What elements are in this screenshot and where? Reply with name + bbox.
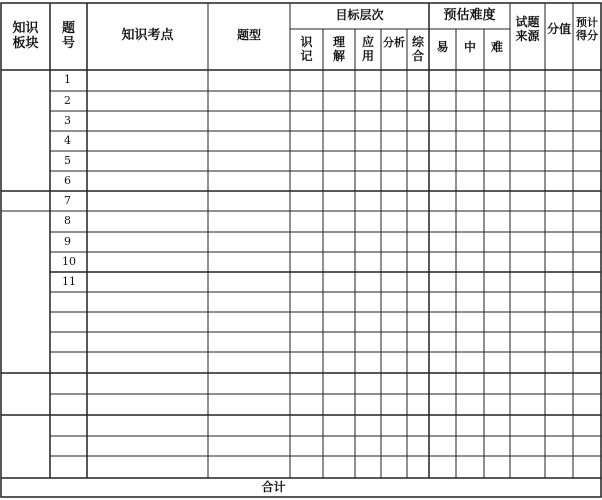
header-level-apply-line2: 用 — [361, 48, 374, 63]
row-number-5: 5 — [64, 153, 71, 167]
header-source-line2: 来源 — [515, 28, 540, 43]
row-number-1: 1 — [64, 73, 71, 87]
row-number-8: 8 — [64, 214, 71, 228]
footer-total: 合计 — [261, 479, 286, 494]
header-level-synthesize — [407, 29, 429, 70]
row-number-2: 2 — [64, 93, 71, 107]
row-number-6: 6 — [64, 173, 71, 187]
header-source — [510, 3, 545, 70]
header-question-no-line1: 题 — [61, 20, 75, 36]
header-expected-score-line2: 得分 — [576, 28, 598, 42]
header-difficulty: 预估难度 — [443, 7, 496, 23]
header-difficulty-easy: 易 — [436, 40, 449, 54]
header-score: 分值 — [546, 21, 571, 36]
row-number-9: 9 — [64, 234, 71, 248]
header-level-understand — [323, 29, 355, 70]
header-level-recall-line2: 记 — [300, 48, 313, 63]
row-number-11: 11 — [62, 274, 76, 288]
header-source-line1: 试题 — [515, 14, 540, 29]
header-level-apply — [355, 29, 381, 70]
header-level-synthesize-line2: 合 — [411, 48, 424, 63]
header-level-understand-line2: 解 — [332, 48, 345, 63]
row-number-10: 10 — [62, 254, 76, 268]
header-level-recall — [290, 29, 323, 70]
header-difficulty-hard: 难 — [490, 40, 503, 54]
header-difficulty-medium: 中 — [463, 40, 476, 54]
row-number-3: 3 — [64, 113, 71, 127]
header-knowledge-point: 知识考点 — [121, 28, 174, 43]
header-knowledge-block-line1: 知识 — [12, 20, 39, 36]
header-level-apply-line1: 应 — [361, 34, 374, 49]
header-level-understand-line1: 理 — [332, 34, 345, 49]
header-question-no-line2: 号 — [61, 35, 75, 51]
header-knowledge-block — [1, 3, 50, 70]
header-expected-score — [573, 3, 601, 70]
header-level-analyze: 分析 — [383, 36, 405, 49]
header-target-level: 目标层次 — [335, 8, 384, 23]
header-expected-score-line1: 预计 — [576, 15, 598, 29]
header-level-recall-line1: 识 — [300, 34, 313, 49]
header-knowledge-block-line2: 板块 — [12, 35, 39, 51]
header-level-synthesize-line1: 综 — [411, 34, 424, 49]
header-question-type: 题型 — [236, 28, 261, 42]
row-number-7: 7 — [64, 193, 71, 207]
table-grid-lines — [0, 2, 602, 498]
analysis-table — [0, 2, 602, 498]
row-number-4: 4 — [64, 133, 71, 147]
header-question-no — [50, 3, 87, 70]
